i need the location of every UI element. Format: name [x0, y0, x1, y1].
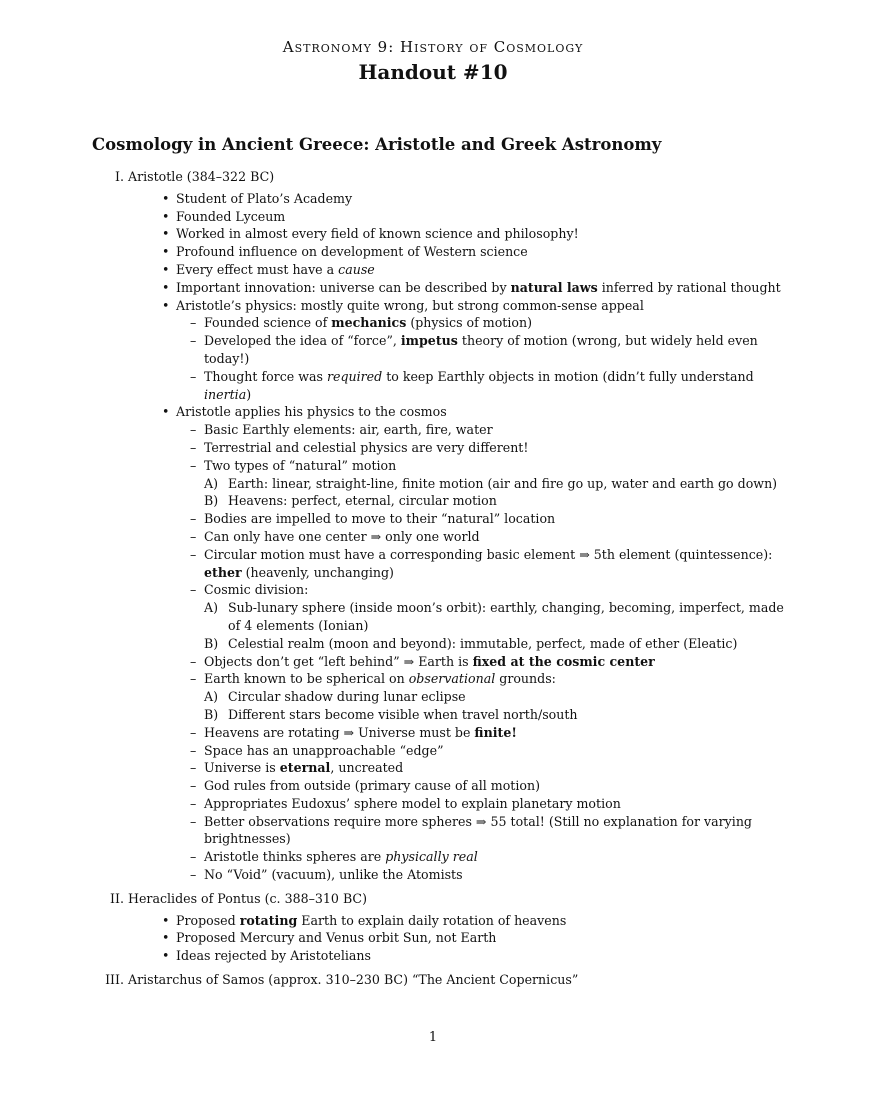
list-text: Ideas rejected by Aristotelians: [176, 948, 372, 964]
outline-numeral: I.: [115, 169, 124, 184]
list-text: Better observations require more spheres ⇒ 55 total! (Still no explanation for varying brightnesses): [204, 813, 752, 847]
list-item: [190, 528, 790, 546]
bullet-list: [128, 190, 790, 884]
sub-label: A): [204, 600, 219, 616]
sub-label: A): [204, 475, 219, 491]
list-text: Space has an unapproachable “edge”: [204, 742, 444, 758]
dash-list: [176, 314, 790, 403]
list-text: Proposed Mercury and Venus orbit Sun, not Earth: [176, 930, 497, 946]
list-text: Two types of “natural” motion: [204, 457, 397, 473]
list-text: Sub-lunary sphere (inside moon’s orbit): earthly, changing, becoming, imperfect, made of 4 elements (Ionian): [228, 600, 784, 633]
list-text: Aristotle thinks spheres are: [204, 849, 386, 865]
list-item: [204, 706, 790, 724]
emphasis: physically real: [385, 849, 478, 865]
list-item: [162, 297, 790, 404]
list-text: Founded Lyceum: [176, 208, 286, 224]
list-text: to keep Earthly objects in motion (didn’t fully understand: [382, 368, 754, 384]
sub-label: B): [204, 493, 219, 509]
list-text: Earth to explain daily rotation of heavens: [297, 912, 567, 928]
list-item: [162, 190, 790, 208]
emphasis: cause: [338, 261, 375, 277]
list-item: [162, 225, 790, 243]
list-item: [162, 403, 790, 884]
sub-list: [204, 475, 790, 511]
sub-list: [204, 599, 790, 652]
list-text: Basic Earthly elements: air, earth, fire, water: [204, 422, 493, 438]
sub-label: B): [204, 706, 219, 722]
list-item: [190, 759, 790, 777]
list-text: Aristotle’s physics: mostly quite wrong, but strong common-sense appeal: [176, 297, 644, 313]
list-item: [162, 261, 790, 279]
sub-list: [204, 688, 790, 724]
outline-numeral: II.: [110, 890, 124, 906]
list-item: [204, 688, 790, 706]
bold-text: impetus: [400, 333, 458, 349]
bold-text: fixed at the cosmic center: [472, 653, 655, 669]
bullet-list: [128, 912, 790, 965]
list-text: Student of Plato’s Academy: [176, 190, 353, 206]
list-text: Appropriates Eudoxus’ sphere model to explain planetary motion: [204, 795, 621, 811]
list-item: [190, 848, 790, 866]
dash-list: [176, 421, 790, 884]
list-item: [162, 912, 790, 930]
outline-item-heraclides: [100, 890, 790, 965]
list-item: [190, 795, 790, 813]
section-title: Cosmology in Ancient Greece: Aristotle and Greek Astronomy: [92, 135, 662, 154]
sub-label: B): [204, 635, 219, 651]
bold-text: rotating: [239, 912, 298, 928]
list-item: [190, 653, 790, 671]
sub-label: A): [204, 689, 219, 705]
list-item: [190, 314, 790, 332]
list-item: [162, 929, 790, 947]
list-text: Important innovation: universe can be described by: [176, 279, 511, 295]
list-item: [190, 670, 790, 723]
list-text: Heavens: perfect, eternal, circular motion: [228, 493, 497, 509]
outline-item-aristarchus: [100, 971, 790, 989]
list-text: Proposed: [176, 912, 240, 928]
list-text: Terrestrial and celestial physics are very different!: [204, 439, 529, 455]
list-text: , uncreated: [330, 760, 404, 776]
list-item: [190, 510, 790, 528]
list-item: [204, 599, 790, 635]
outline-numeral: III.: [105, 972, 124, 988]
bold-text: ether: [204, 564, 242, 580]
list-text: (heavenly, unchanging): [241, 564, 394, 580]
list-item: [190, 368, 790, 404]
bold-text: natural laws: [510, 279, 598, 295]
emphasis: observational: [408, 671, 496, 687]
list-item: [190, 457, 790, 510]
list-item: [190, 866, 790, 884]
outline-list: [100, 168, 790, 989]
list-item: [162, 947, 790, 965]
list-text: Earth known to be spherical on: [204, 671, 409, 687]
list-text: Can only have one center ⇒ only one world: [204, 528, 480, 544]
list-text: Aristotle applies his physics to the cosmos: [176, 404, 447, 420]
list-item: [162, 208, 790, 226]
list-text: Founded science of: [204, 315, 332, 331]
list-text: Developed the idea of “force”,: [204, 333, 401, 349]
list-text: Thought force was: [204, 368, 327, 384]
list-item: [190, 724, 790, 742]
bold-text: mechanics: [331, 315, 407, 331]
outline-heading: Heraclides of Pontus (c. 388–310 BC): [128, 890, 367, 906]
list-text: Objects don’t get “left behind” ⇒ Earth is: [204, 653, 473, 669]
bold-text: finite!: [474, 724, 517, 740]
emphasis: required: [326, 368, 383, 384]
list-text: Heavens are rotating ⇒ Universe must be: [204, 724, 475, 740]
outline: [100, 168, 790, 993]
list-text: (physics of motion): [406, 315, 533, 331]
list-item: [190, 777, 790, 795]
list-text: theory of motion (wrong, but widely held even today!): [204, 333, 758, 366]
list-text: Bodies are impelled to move to their “natural” location: [204, 511, 556, 527]
list-text: Celestial realm (moon and beyond): immutable, perfect, made of ether (Eleatic): [228, 635, 738, 651]
list-text: No “Void” (vacuum), unlike the Atomists: [204, 867, 463, 883]
list-item: [190, 421, 790, 439]
list-item: [190, 581, 790, 652]
list-item: [204, 475, 790, 493]
list-text: God rules from outside (primary cause of all motion): [204, 778, 540, 794]
list-text: ): [246, 386, 252, 402]
list-text: Every effect must have a: [176, 261, 339, 277]
list-text: Worked in almost every field of known science and philosophy!: [176, 226, 579, 242]
list-item: [190, 813, 790, 849]
list-text: Cosmic division:: [204, 582, 309, 598]
course-title: Astronomy 9: History of Cosmology: [282, 38, 584, 56]
list-item: [162, 243, 790, 261]
bold-text: eternal: [279, 760, 331, 776]
page-number: 1: [428, 1030, 438, 1045]
list-item: [190, 742, 790, 760]
outline-heading: Aristarchus of Samos (approx. 310–230 BC) “The Ancient Copernicus”: [128, 972, 579, 988]
list-text: inferred by rational thought: [597, 279, 781, 295]
list-text: Profound influence on development of Western science: [176, 244, 528, 260]
list-text: Universe is: [204, 760, 280, 776]
list-text: Earth: linear, straight-line, finite motion (air and fire go up, water and earth go down): [228, 475, 778, 491]
list-text: Circular motion must have a corresponding basic element ⇒ 5th element (quintessence):: [204, 546, 773, 562]
list-text: grounds:: [495, 671, 556, 687]
list-text: Different stars become visible when travel north/south: [228, 706, 578, 722]
list-item: [190, 546, 790, 582]
handout-title: Handout #10: [358, 60, 508, 84]
list-item: [162, 279, 790, 297]
list-item: [190, 439, 790, 457]
list-item: [204, 492, 790, 510]
outline-heading: Aristotle (384–322 BC): [128, 169, 275, 184]
list-text: Circular shadow during lunar eclipse: [228, 689, 466, 705]
emphasis: inertia: [204, 386, 247, 402]
list-item: [204, 635, 790, 653]
list-item: [190, 332, 790, 368]
outline-item-aristotle: [100, 168, 790, 884]
